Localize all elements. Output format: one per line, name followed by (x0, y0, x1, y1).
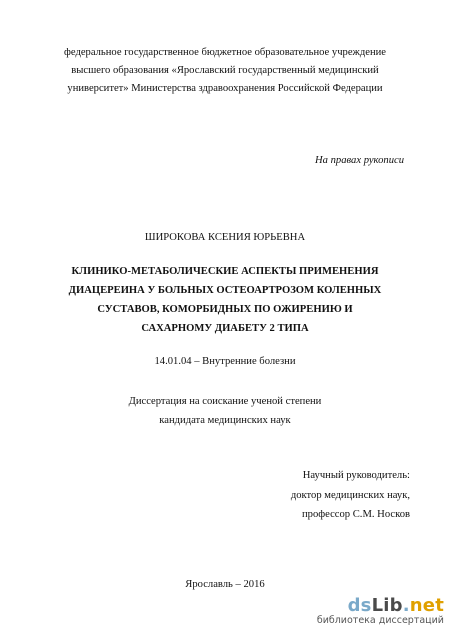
institution-line-1: федеральное государственное бюджетное образовательное учреждение (64, 47, 386, 58)
supervisor-label: Научный руководитель: (302, 470, 410, 481)
degree-statement (0, 392, 450, 430)
title-line-4: САХАРНОМУ ДИАБЕТУ 2 ТИПА (141, 323, 309, 334)
degree-line-2: кандидата медицинских наук (159, 415, 291, 426)
author-name: ШИРОКОВА КСЕНИЯ ЮРЬЕВНА (144, 232, 306, 243)
degree-line-1: Диссертация на соискание ученой степени (128, 396, 322, 407)
specialty-code: 14.01.04 – Внутренние болезни (154, 356, 296, 367)
manuscript-rights-note: На правах рукописи (315, 155, 404, 166)
institution-header (40, 44, 410, 98)
institution-line-2: высшего образования «Ярославский государственный медицинский (71, 65, 379, 76)
dslib-logo: dsLib.net (347, 595, 444, 616)
supervisor-degree: доктор медицинских наук, (290, 489, 410, 501)
title-line-3: СУСТАВОВ, КОМОРБИДНЫХ ПО ОЖИРЕНИЮ И (97, 304, 353, 315)
supervisor-name: профессор С.М. Носков (302, 509, 410, 520)
dissertation-title (30, 262, 420, 338)
scientific-supervisor (291, 466, 410, 525)
dslib-watermark[interactable] (314, 595, 444, 629)
title-line-2: ДИАЦЕРЕИНА У БОЛЬНЫХ ОСТЕОАРТРОЗОМ КОЛЕННЫХ (68, 285, 382, 296)
watermark-tagline: библиотека диссертаций (316, 615, 444, 626)
institution-line-3: университет» Министерства здравоохранения Российской Федерации (67, 83, 383, 94)
city-year: Ярославль – 2016 (185, 579, 265, 590)
title-line-1: КЛИНИКО-МЕТАБОЛИЧЕСКИЕ АСПЕКТЫ ПРИМЕНЕНИЯ (71, 266, 379, 277)
